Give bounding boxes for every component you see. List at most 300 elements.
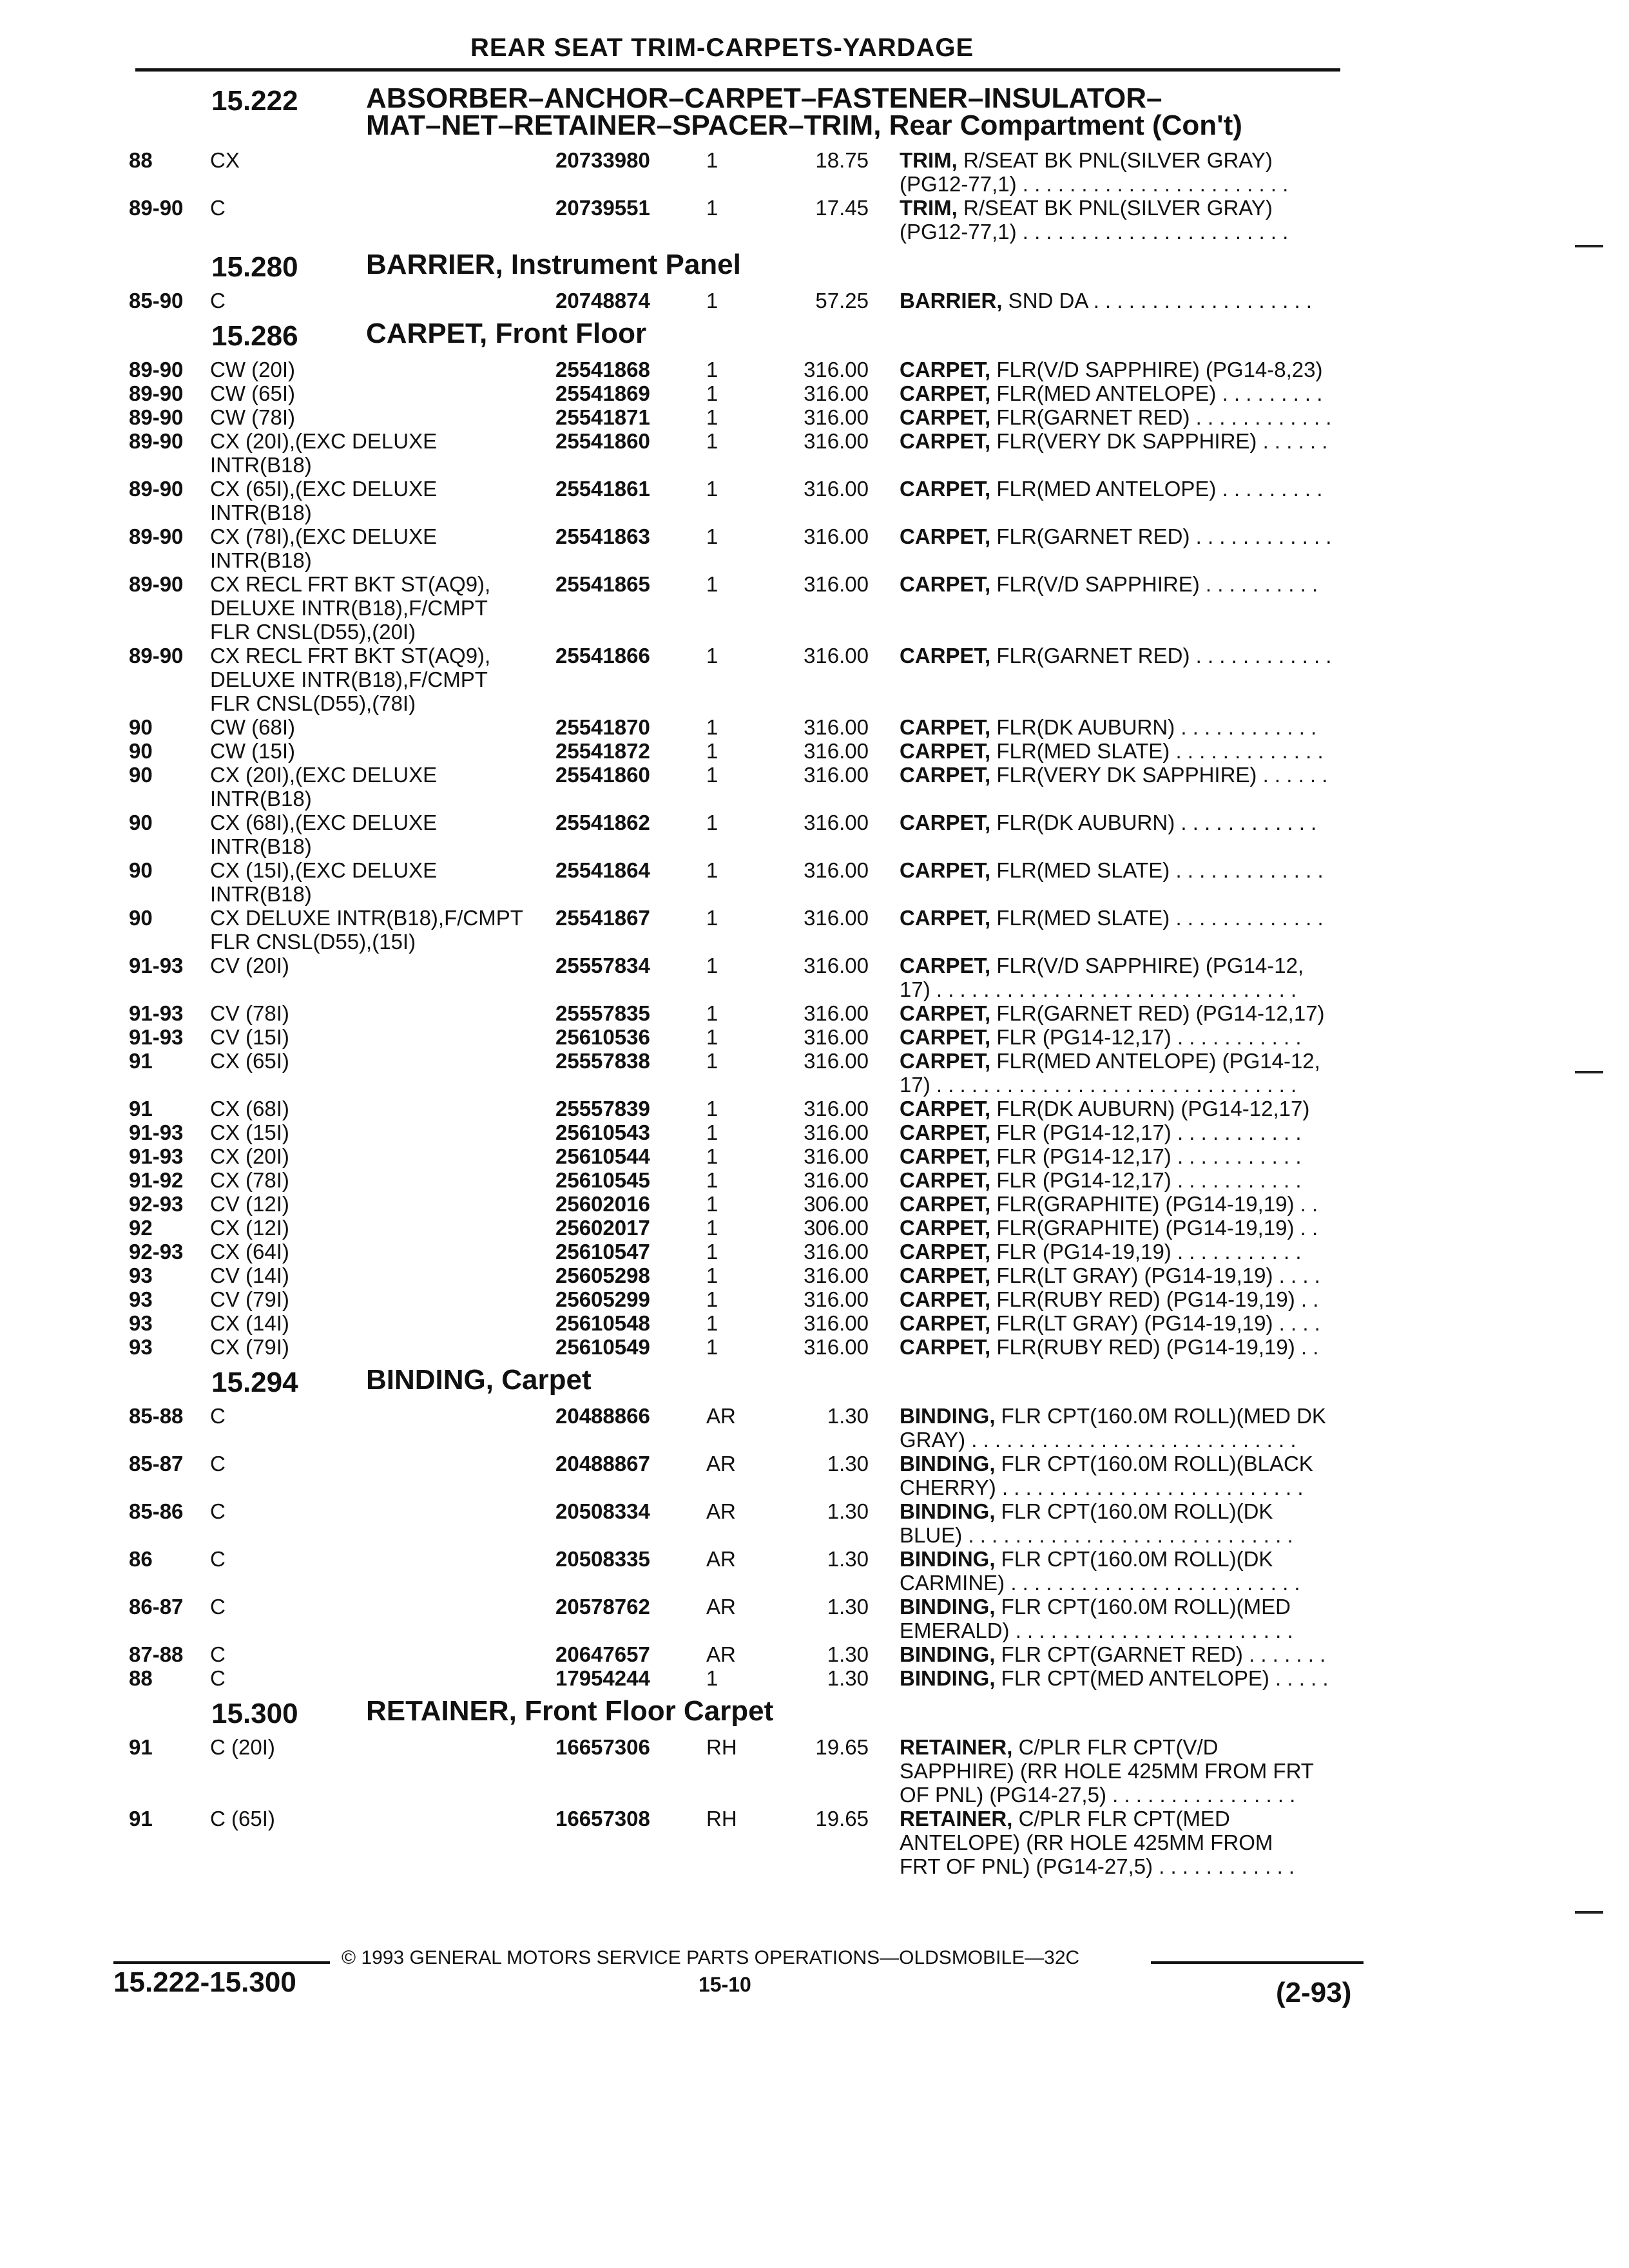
model-years: 91-92 — [129, 1168, 184, 1192]
quantity: RH — [706, 1807, 737, 1831]
model-applicability: CX (15I) — [210, 1120, 289, 1144]
description-noun: CARPET, — [900, 1240, 991, 1264]
price: 17.45 — [815, 196, 869, 220]
price: 316.00 — [804, 381, 869, 405]
description-detail: FLR(GARNET RED) . . . . . . . . . . . . — [990, 644, 1332, 668]
quantity: 1 — [706, 1097, 718, 1120]
quantity: 1 — [706, 1168, 718, 1192]
part-description — [900, 1287, 1557, 1311]
price: 1.30 — [827, 1642, 869, 1666]
quantity: 1 — [706, 429, 718, 453]
description-detail: R/SEAT BK PNL(SILVER GRAY) (PG12-77,1) . . . . . . . . . . . . . . . . . . . . . . . — [900, 196, 1289, 244]
model-applicability: CV (20I) — [210, 954, 289, 977]
description-noun: CARPET, — [900, 954, 991, 977]
group-title: CARPET, Front Floor — [366, 318, 647, 349]
part-row — [129, 739, 1353, 763]
description-noun: BARRIER, — [900, 289, 1003, 312]
description-detail: FLR CPT(160.0M ROLL)(BLACK CHERRY) . . . . . . . . . . . . . . . . . . . . . . . . . . — [900, 1452, 1313, 1499]
part-number: 25602017 — [555, 1216, 650, 1240]
part-row — [129, 1404, 1353, 1452]
model-years: 89-90 — [129, 196, 184, 220]
description-noun: CARPET, — [900, 1287, 991, 1311]
quantity: 1 — [706, 1025, 718, 1049]
quantity: 1 — [706, 811, 718, 834]
model-years: 91-93 — [129, 1144, 184, 1168]
quantity: 1 — [706, 1049, 718, 1073]
price: 316.00 — [804, 1097, 869, 1120]
model-years: 86 — [129, 1547, 153, 1571]
description-detail: FLR(GRAPHITE) (PG14-19,19) . . — [990, 1216, 1318, 1240]
model-applicability: C — [210, 1595, 226, 1619]
footer-section-range: 15.222-15.300 — [113, 1966, 296, 1998]
model-applicability: C — [210, 1404, 226, 1428]
description-detail: FLR(MED SLATE) . . . . . . . . . . . . . — [990, 906, 1324, 930]
model-years: 92-93 — [129, 1240, 184, 1264]
quantity: 1 — [706, 1240, 718, 1264]
description-noun: CARPET, — [900, 1049, 991, 1073]
part-number: 25605299 — [555, 1287, 650, 1311]
model-years: 85-88 — [129, 1404, 184, 1428]
price: 1.30 — [827, 1595, 869, 1619]
description-noun: CARPET, — [900, 811, 991, 834]
price: 316.00 — [804, 1287, 869, 1311]
price: 316.00 — [804, 906, 869, 930]
model-years: 87-88 — [129, 1642, 184, 1666]
part-row — [129, 954, 1353, 1001]
part-number: 25610543 — [555, 1120, 650, 1144]
description-noun: CARPET, — [900, 524, 991, 548]
description-detail: FLR(RUBY RED) (PG14-19,19) . . — [990, 1287, 1319, 1311]
description-noun: CARPET, — [900, 1192, 991, 1216]
part-number: 25541863 — [555, 524, 650, 548]
model-years: 91 — [129, 1735, 153, 1759]
model-years: 92 — [129, 1216, 153, 1240]
part-row — [129, 148, 1353, 196]
part-description — [900, 954, 1557, 1001]
description-detail: FLR(VERY DK SAPPHIRE) . . . . . . — [990, 763, 1328, 787]
price: 316.00 — [804, 644, 869, 668]
quantity: 1 — [706, 358, 718, 381]
part-number: 17954244 — [555, 1666, 650, 1690]
description-noun: TRIM, — [900, 196, 958, 220]
description-detail: FLR CPT(MED ANTELOPE) . . . . . — [995, 1666, 1329, 1690]
description-detail: FLR(V/D SAPPHIRE) (PG14-8,23) — [990, 358, 1323, 381]
model-years: 85-90 — [129, 289, 184, 312]
part-row — [129, 1335, 1353, 1359]
model-applicability: CV (15I) — [210, 1025, 289, 1049]
part-row — [129, 429, 1353, 477]
price: 316.00 — [804, 1311, 869, 1335]
price: 316.00 — [804, 858, 869, 882]
group-heading — [129, 318, 1353, 358]
description-noun: CARPET, — [900, 477, 991, 501]
model-applicability: CX (64I) — [210, 1240, 289, 1264]
model-years: 86-87 — [129, 1595, 184, 1619]
group-heading — [129, 1695, 1353, 1735]
model-years: 89-90 — [129, 429, 184, 453]
part-description — [900, 524, 1557, 572]
price: 18.75 — [815, 148, 869, 172]
group-heading — [129, 1364, 1353, 1404]
quantity: 1 — [706, 477, 718, 501]
price: 306.00 — [804, 1216, 869, 1240]
model-years: 90 — [129, 811, 153, 834]
part-row — [129, 358, 1353, 381]
price: 316.00 — [804, 1264, 869, 1287]
quantity: 1 — [706, 289, 718, 312]
description-detail: SND DA . . . . . . . . . . . . . . . . . . . — [1002, 289, 1312, 312]
description-noun: CARPET, — [900, 1216, 991, 1240]
quantity: 1 — [706, 1216, 718, 1240]
part-row — [129, 1097, 1353, 1120]
part-description — [900, 1807, 1557, 1878]
part-row — [129, 1001, 1353, 1025]
description-noun: CARPET, — [900, 1335, 991, 1359]
description-noun: CARPET, — [900, 572, 991, 596]
group-heading — [129, 82, 1353, 148]
price: 19.65 — [815, 1807, 869, 1831]
part-row — [129, 1807, 1353, 1878]
part-number: 25541866 — [555, 644, 650, 668]
model-applicability: CX (65I) — [210, 1049, 289, 1073]
quantity: 1 — [706, 196, 718, 220]
part-row — [129, 1311, 1353, 1335]
model-applicability: C (65I) — [210, 1807, 275, 1831]
part-description — [900, 1192, 1557, 1216]
part-row — [129, 524, 1353, 572]
part-description — [900, 1499, 1557, 1547]
model-applicability: CX (78I),(EXC DELUXE INTR(B18) — [210, 524, 438, 572]
group-code: 15.286 — [211, 320, 298, 352]
model-applicability: CX (68I) — [210, 1097, 289, 1120]
model-applicability: CX (12I) — [210, 1216, 289, 1240]
part-description — [900, 906, 1557, 954]
part-description — [900, 1168, 1557, 1192]
part-description — [900, 381, 1557, 405]
model-applicability: C (20I) — [210, 1735, 275, 1759]
part-number: 20488866 — [555, 1404, 650, 1428]
quantity: 1 — [706, 148, 718, 172]
part-row — [129, 906, 1353, 954]
part-number: 25541865 — [555, 572, 650, 596]
price: 316.00 — [804, 477, 869, 501]
description-detail: C/PLR FLR CPT(MED ANTELOPE) (RR HOLE 425MM FROM FRT OF PNL) (PG14-27,5) . . . . . . . . . . . . — [900, 1807, 1295, 1878]
model-years: 93 — [129, 1311, 153, 1335]
quantity: 1 — [706, 906, 718, 930]
part-description — [900, 1264, 1557, 1287]
part-row — [129, 1666, 1353, 1690]
model-applicability: CW (15I) — [210, 739, 295, 763]
part-row — [129, 1642, 1353, 1666]
part-description — [900, 1404, 1557, 1452]
part-row — [129, 715, 1353, 739]
quantity: 1 — [706, 524, 718, 548]
part-number: 25610544 — [555, 1144, 650, 1168]
part-description — [900, 1001, 1557, 1025]
quantity: RH — [706, 1735, 737, 1759]
model-years: 90 — [129, 858, 153, 882]
model-years: 91-93 — [129, 1001, 184, 1025]
part-row — [129, 289, 1353, 312]
part-number: 25557838 — [555, 1049, 650, 1073]
description-noun: RETAINER, — [900, 1735, 1013, 1759]
group-spacer — [129, 1690, 1353, 1695]
part-number: 20578762 — [555, 1595, 650, 1619]
model-years: 90 — [129, 715, 153, 739]
description-detail: FLR (PG14-12,17) . . . . . . . . . . . — [990, 1120, 1302, 1144]
part-description — [900, 1120, 1557, 1144]
part-row — [129, 1144, 1353, 1168]
description-detail: FLR (PG14-12,17) . . . . . . . . . . . — [990, 1025, 1302, 1049]
description-noun: CARPET, — [900, 381, 991, 405]
part-description — [900, 572, 1557, 644]
part-description — [900, 1666, 1557, 1690]
part-row — [129, 572, 1353, 644]
page-header — [135, 32, 1340, 72]
part-description — [900, 1595, 1557, 1642]
model-years: 89-90 — [129, 524, 184, 548]
part-description — [900, 858, 1557, 906]
price: 1.30 — [827, 1452, 869, 1475]
part-row — [129, 477, 1353, 524]
group-code: 15.294 — [211, 1367, 298, 1398]
price: 316.00 — [804, 811, 869, 834]
part-description — [900, 1642, 1557, 1666]
model-applicability: CW (78I) — [210, 405, 295, 429]
model-years: 90 — [129, 906, 153, 930]
part-description — [900, 1144, 1557, 1168]
price: 1.30 — [827, 1404, 869, 1428]
description-detail: FLR(MED ANTELOPE) (PG14-12, 17) . . . . . . . . . . . . . . . . . . . . . . . . . . . . . . . — [900, 1049, 1320, 1097]
part-description — [900, 1311, 1557, 1335]
part-number: 25610547 — [555, 1240, 650, 1264]
description-detail: FLR CPT(GARNET RED) . . . . . . . — [995, 1642, 1326, 1666]
description-noun: CARPET, — [900, 1025, 991, 1049]
quantity: AR — [706, 1452, 736, 1475]
part-description — [900, 1452, 1557, 1499]
description-detail: FLR(RUBY RED) (PG14-19,19) . . — [990, 1335, 1319, 1359]
part-description — [900, 289, 1557, 312]
model-applicability: CX (20I),(EXC DELUXE INTR(B18) — [210, 763, 438, 811]
part-description — [900, 1097, 1557, 1120]
group-spacer — [129, 312, 1353, 318]
description-noun: CARPET, — [900, 739, 991, 763]
part-row — [129, 196, 1353, 244]
description-noun: CARPET, — [900, 763, 991, 787]
model-years: 91 — [129, 1049, 153, 1073]
margin-mark — [1575, 245, 1603, 247]
part-row — [129, 1287, 1353, 1311]
part-number: 20488867 — [555, 1452, 650, 1475]
part-number: 16657306 — [555, 1735, 650, 1759]
model-applicability: CX DELUXE INTR(B18),F/CMPT FLR CNSL(D55),(15I) — [210, 906, 523, 954]
model-applicability: CW (20I) — [210, 358, 295, 381]
quantity: 1 — [706, 1144, 718, 1168]
part-number: 20733980 — [555, 148, 650, 172]
description-noun: BINDING, — [900, 1642, 996, 1666]
price: 306.00 — [804, 1192, 869, 1216]
description-noun: BINDING, — [900, 1666, 996, 1690]
price: 316.00 — [804, 1001, 869, 1025]
quantity: 1 — [706, 572, 718, 596]
model-years: 91 — [129, 1807, 153, 1831]
part-number: 25610549 — [555, 1335, 650, 1359]
part-row — [129, 381, 1353, 405]
model-applicability: CX (78I) — [210, 1168, 289, 1192]
description-detail: FLR(MED SLATE) . . . . . . . . . . . . . — [990, 739, 1324, 763]
quantity: AR — [706, 1547, 736, 1571]
model-years: 91-93 — [129, 1025, 184, 1049]
description-noun: CARPET, — [900, 1264, 991, 1287]
price: 316.00 — [804, 358, 869, 381]
part-number: 25541860 — [555, 429, 650, 453]
part-description — [900, 196, 1557, 244]
description-noun: CARPET, — [900, 1311, 991, 1335]
part-row — [129, 1264, 1353, 1287]
description-noun: CARPET, — [900, 715, 991, 739]
description-detail: FLR(V/D SAPPHIRE) . . . . . . . . . . — [990, 572, 1318, 596]
quantity: AR — [706, 1499, 736, 1523]
part-row — [129, 1595, 1353, 1642]
part-number: 25605298 — [555, 1264, 650, 1287]
price: 316.00 — [804, 429, 869, 453]
part-row — [129, 763, 1353, 811]
model-applicability: C — [210, 196, 226, 220]
description-noun: CARPET, — [900, 1168, 991, 1192]
quantity: 1 — [706, 1001, 718, 1025]
model-applicability: C — [210, 1547, 226, 1571]
model-applicability: CX (79I) — [210, 1335, 289, 1359]
part-number: 25541867 — [555, 906, 650, 930]
part-row — [129, 858, 1353, 906]
description-detail: FLR(MED ANTELOPE) . . . . . . . . . — [990, 477, 1323, 501]
footer-rule-right — [1151, 1961, 1364, 1964]
price: 316.00 — [804, 1144, 869, 1168]
group-heading — [129, 249, 1353, 289]
description-noun: BINDING, — [900, 1499, 996, 1523]
part-number: 25602016 — [555, 1192, 650, 1216]
part-number: 25541861 — [555, 477, 650, 501]
part-number: 25541862 — [555, 811, 650, 834]
model-applicability: C — [210, 1499, 226, 1523]
footer-rule-left — [113, 1961, 330, 1964]
model-years: 90 — [129, 739, 153, 763]
group-title: BINDING, Carpet — [366, 1364, 592, 1396]
quantity: 1 — [706, 858, 718, 882]
part-number: 20748874 — [555, 289, 650, 312]
part-row — [129, 1216, 1353, 1240]
quantity: 1 — [706, 1192, 718, 1216]
page-title: REAR SEAT TRIM-CARPETS-YARDAGE — [470, 34, 974, 62]
description-detail: FLR(GARNET RED) (PG14-12,17) — [990, 1001, 1325, 1025]
part-description — [900, 1547, 1557, 1595]
part-description — [900, 405, 1557, 429]
description-detail: FLR(DK AUBURN) . . . . . . . . . . . . — [990, 715, 1317, 739]
price: 1.30 — [827, 1499, 869, 1523]
price: 1.30 — [827, 1666, 869, 1690]
quantity: 1 — [706, 1120, 718, 1144]
part-description — [900, 1240, 1557, 1264]
description-detail: FLR(MED ANTELOPE) . . . . . . . . . — [990, 381, 1323, 405]
parts-listing — [129, 82, 1353, 1883]
part-number: 25541860 — [555, 763, 650, 787]
quantity: 1 — [706, 954, 718, 977]
quantity: 1 — [706, 1311, 718, 1335]
part-number: 25557834 — [555, 954, 650, 977]
part-description — [900, 739, 1557, 763]
description-detail: R/SEAT BK PNL(SILVER GRAY) (PG12-77,1) . . . . . . . . . . . . . . . . . . . . . . . — [900, 148, 1289, 196]
description-detail: FLR(VERY DK SAPPHIRE) . . . . . . — [990, 429, 1328, 453]
part-description — [900, 429, 1557, 477]
description-detail: FLR(LT GRAY) (PG14-19,19) . . . . — [990, 1264, 1320, 1287]
part-number: 25610545 — [555, 1168, 650, 1192]
quantity: 1 — [706, 1335, 718, 1359]
model-years: 91-93 — [129, 1120, 184, 1144]
part-description — [900, 715, 1557, 739]
description-detail: FLR (PG14-12,17) . . . . . . . . . . . — [990, 1168, 1302, 1192]
part-number: 25557839 — [555, 1097, 650, 1120]
price: 316.00 — [804, 954, 869, 977]
model-applicability: C — [210, 289, 226, 312]
part-description — [900, 811, 1557, 858]
model-years: 85-86 — [129, 1499, 184, 1523]
quantity: AR — [706, 1595, 736, 1619]
quantity: 1 — [706, 739, 718, 763]
model-years: 89-90 — [129, 644, 184, 668]
margin-mark — [1575, 1071, 1603, 1073]
description-noun: CARPET, — [900, 906, 991, 930]
model-years: 89-90 — [129, 572, 184, 596]
model-applicability: CV (79I) — [210, 1287, 289, 1311]
price: 19.65 — [815, 1735, 869, 1759]
model-applicability: CX (15I),(EXC DELUXE INTR(B18) — [210, 858, 438, 906]
model-years: 91 — [129, 1097, 153, 1120]
part-row — [129, 1168, 1353, 1192]
part-number: 25610536 — [555, 1025, 650, 1049]
model-years: 89-90 — [129, 358, 184, 381]
part-number: 20739551 — [555, 196, 650, 220]
part-description — [900, 1335, 1557, 1359]
part-row — [129, 1049, 1353, 1097]
description-noun: CARPET, — [900, 405, 991, 429]
model-applicability: CX (65I),(EXC DELUXE INTR(B18) — [210, 477, 438, 524]
model-years: 89-90 — [129, 381, 184, 405]
description-noun: CARPET, — [900, 1001, 991, 1025]
model-years: 93 — [129, 1335, 153, 1359]
price: 57.25 — [815, 289, 869, 312]
description-noun: TRIM, — [900, 148, 958, 172]
description-detail: FLR(LT GRAY) (PG14-19,19) . . . . — [990, 1311, 1320, 1335]
part-row — [129, 644, 1353, 715]
quantity: 1 — [706, 644, 718, 668]
model-applicability: CX RECL FRT BKT ST(AQ9), DELUXE INTR(B18),F/CMPT FLR CNSL(D55),(20I) — [210, 572, 491, 644]
part-description — [900, 358, 1557, 381]
description-noun: BINDING, — [900, 1452, 996, 1475]
description-noun: BINDING, — [900, 1547, 996, 1571]
part-number: 20508335 — [555, 1547, 650, 1571]
part-description — [900, 1735, 1557, 1807]
description-detail: FLR CPT(160.0M ROLL)(MED DK GRAY) . . . . . . . . . . . . . . . . . . . . . . . . . . . . — [900, 1404, 1326, 1452]
quantity: 1 — [706, 405, 718, 429]
description-detail: FLR(GRAPHITE) (PG14-19,19) . . — [990, 1192, 1318, 1216]
description-detail: FLR(DK AUBURN) (PG14-12,17) — [990, 1097, 1310, 1120]
quantity: AR — [706, 1404, 736, 1428]
group-spacer — [129, 1359, 1353, 1364]
footer-page-number: 15-10 — [699, 1973, 751, 1996]
price: 316.00 — [804, 1168, 869, 1192]
part-number: 16657308 — [555, 1807, 650, 1831]
part-number: 20508334 — [555, 1499, 650, 1523]
